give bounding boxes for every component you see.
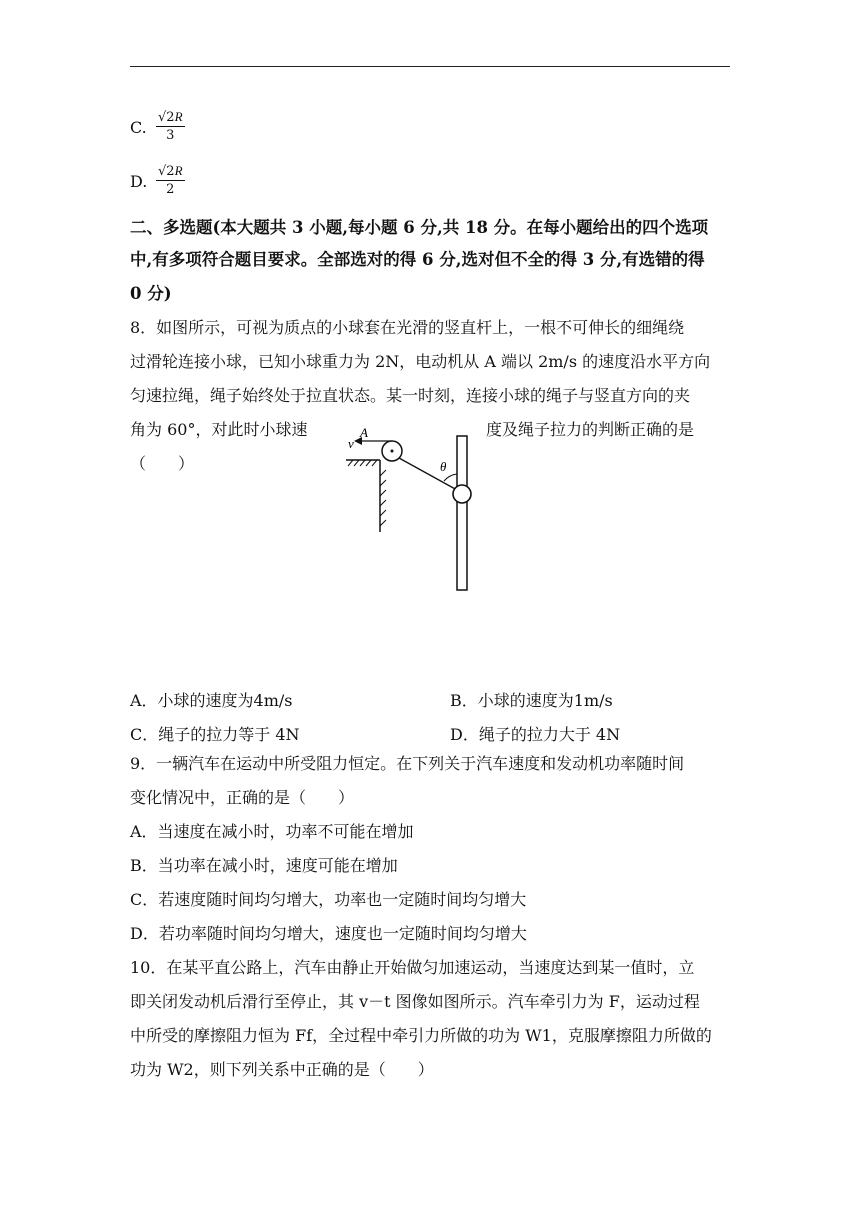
q9-option-d: D．若功率随时间均匀增大，速度也一定随时间均匀增大	[130, 924, 527, 943]
q8-line3: 匀速拉绳，绳子始终处于拉直状态。某一时刻，连接小球的绳子与竖直方向的夹	[130, 386, 691, 405]
q8-line5: （ ）	[130, 454, 195, 473]
option-d-den: 2	[166, 182, 175, 197]
option-c-den: 3	[166, 128, 175, 143]
section2-line1: 二、多选题(本大题共 3 小题,每小题 6 分,共 18 分。在每小题给出的四个选项	[130, 218, 709, 237]
option-c-radical: √2	[158, 110, 175, 125]
q9-option-b: B．当功率在减小时，速度可能在增加	[130, 856, 398, 875]
label-A: A	[360, 425, 368, 440]
q8-option-b: B．小球的速度为1m/s	[450, 691, 613, 710]
q8-line1: 8．如图所示，可视为质点的小球套在光滑的竖直杆上，一根不可伸长的细绳绕	[130, 318, 685, 337]
q10-line2: 即关闭发动机后滑行至停止，其 v－t 图像如图所示。汽车牵引力为 F，运动过程	[130, 992, 700, 1011]
q8-pulley-figure	[340, 420, 490, 595]
q8-line2: 过滑轮连接小球，已知小球重力为 2N，电动机从 A 端以 2m/s 的速度沿水平方向	[130, 352, 711, 371]
label-v: v	[348, 436, 354, 451]
q10-line1: 10．在某平直公路上，汽车由静止开始做匀加速运动，当速度达到某一值时，立	[130, 958, 695, 977]
q9-line1: 9．一辆汽车在运动中所受阻力恒定。在下列关于汽车速度和发动机功率随时间	[130, 754, 685, 773]
q8-option-a: A．小球的速度为4m/s	[130, 691, 293, 710]
option-d-radical: √2	[158, 164, 175, 179]
q8-option-c: C．绳子的拉力等于 4N	[130, 725, 300, 744]
q9-option-a: A．当速度在减小时，功率不可能在增加	[130, 822, 414, 841]
option-d-label: D.	[130, 172, 148, 191]
option-c-label: C.	[130, 118, 147, 137]
q9-option-c: C．若速度随时间均匀增大，功率也一定随时间均匀增大	[130, 890, 527, 909]
option-d-fraction	[156, 163, 185, 197]
q10-line3: 中所受的摩擦阻力恒为 Ff，全过程中牵引力所做的功为 W1，克服摩擦阻力所做的	[130, 1026, 712, 1045]
q9-line2: 变化情况中，正确的是（ ）	[130, 788, 355, 807]
q8-line4b: 度及绳子拉力的判断正确的是	[486, 420, 695, 439]
option-c-var: R	[174, 109, 183, 124]
option-d-var: R	[174, 163, 183, 178]
section2-line2: 中,有多项符合题目要求。全部选对的得 6 分,选对但不全的得 3 分,有选错的得	[130, 250, 705, 269]
q10-line4: 功为 W2，则下列关系中正确的是（ ）	[130, 1060, 434, 1079]
header-rule	[130, 66, 730, 67]
section2-line3: 0 分)	[130, 284, 172, 303]
q8-line4a: 角为 60°，对此时小球速	[130, 420, 308, 439]
option-c-fraction	[156, 109, 185, 143]
q8-option-d: D．绳子的拉力大于 4N	[450, 725, 621, 744]
label-theta: θ	[440, 459, 447, 474]
